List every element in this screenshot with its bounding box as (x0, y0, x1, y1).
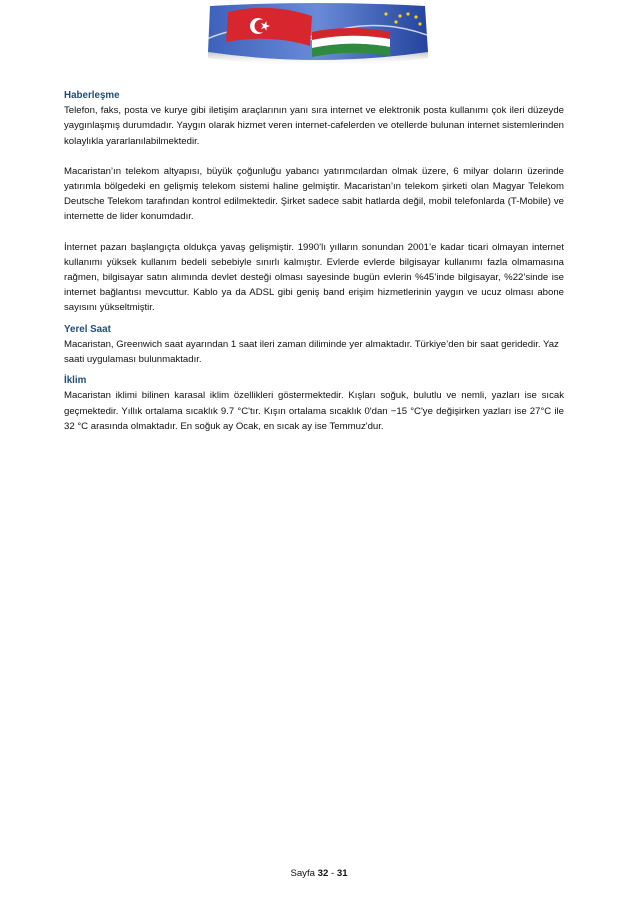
page-separator: - (331, 868, 335, 879)
page-label: Sayfa (290, 868, 315, 879)
document-body (64, 88, 564, 434)
paragraph: İnternet pazarı başlangıçta oldukça yavaş gelişmiştir. 1990’lı yılların sonundan 2001’e kadar ticari olmayan internet kullanımı yüksek kullanım bedeli sebebiyle sınırlı kalmıştır. Evlerde evlerde bilgisayar kullanımı fazla olmamasına rağmen, bilgisayar satın alımında devlet desteği olması sayesinde bugün evlerin %45’inde bilgisayar, %22’sinde ise internet bağlantısı mevcuttur. Kablo ya da ADSL gibi geniş band erişim hizmetlerinin yaygın ve ucuz olması abone sayısını yükseltmiştir. (64, 241, 564, 314)
paragraph: Macaristan iklimi bilinen karasal iklim özellikleri göstermektedir. Kışları soğuk, bulutlu ve nemli, yazları ise sıcak geçmektedir. Yıllık ortalama sıcaklık 9.7 °C'tır. Kışın ortalama sıcaklık 0'dan −15 °C'ye değişirken yazları ise 27°C ile 32 °C arasında olmaktadır. En soğuk ay Ocak, en sıcak ay ise Temmuz'dur. (64, 390, 564, 432)
turkey-hungary-eu-flags-banner (200, 2, 435, 74)
section-heading-haberlesme: Haberleşme (64, 90, 120, 101)
section-heading-iklim: İklim (64, 375, 87, 387)
paragraph: Macaristan, Greenwich saat ayarından 1 saat ileri zaman diliminde yer almaktadır. Türkiye’den bir saat geridedir. Yaz saati uygulaması bulunmaktadır. (64, 338, 559, 366)
section-heading-yerel-saat: Yerel Saat (64, 323, 111, 335)
paragraph: Macaristan’ın telekom altyapısı, büyük çoğunluğu yabancı yatırımcılardan olmak üzere, 6 milyar doların üzerinde yatırımla bölgedeki en gelişmiş telekom sistemi haline gelmiştir. Macaristan’ın telekom şirketi olan Magyar Telekom Deutsche Telekom tarafından kontrol edilmektedir. Şirket sadece sabit hatlarda değil, mobil telefonlarda (T-Mobile) ve internette de lider konumdadır. (64, 165, 564, 223)
page-total: 31 (336, 868, 348, 879)
paragraph: Telefon, faks, posta ve kurye gibi iletişim araçlarının yanı sıra internet ve elektronik posta kullanımı çok ileri düzeyde yaygınlaşmış durumdadır. Yaygın olarak hizmet veren internet-cafelerden ve otellerde bulunan internet sistemlerinden kolaylıkla yararlanılabilmektedir. (64, 105, 564, 147)
page-footer (0, 868, 638, 879)
page-number: 32 (317, 868, 329, 879)
